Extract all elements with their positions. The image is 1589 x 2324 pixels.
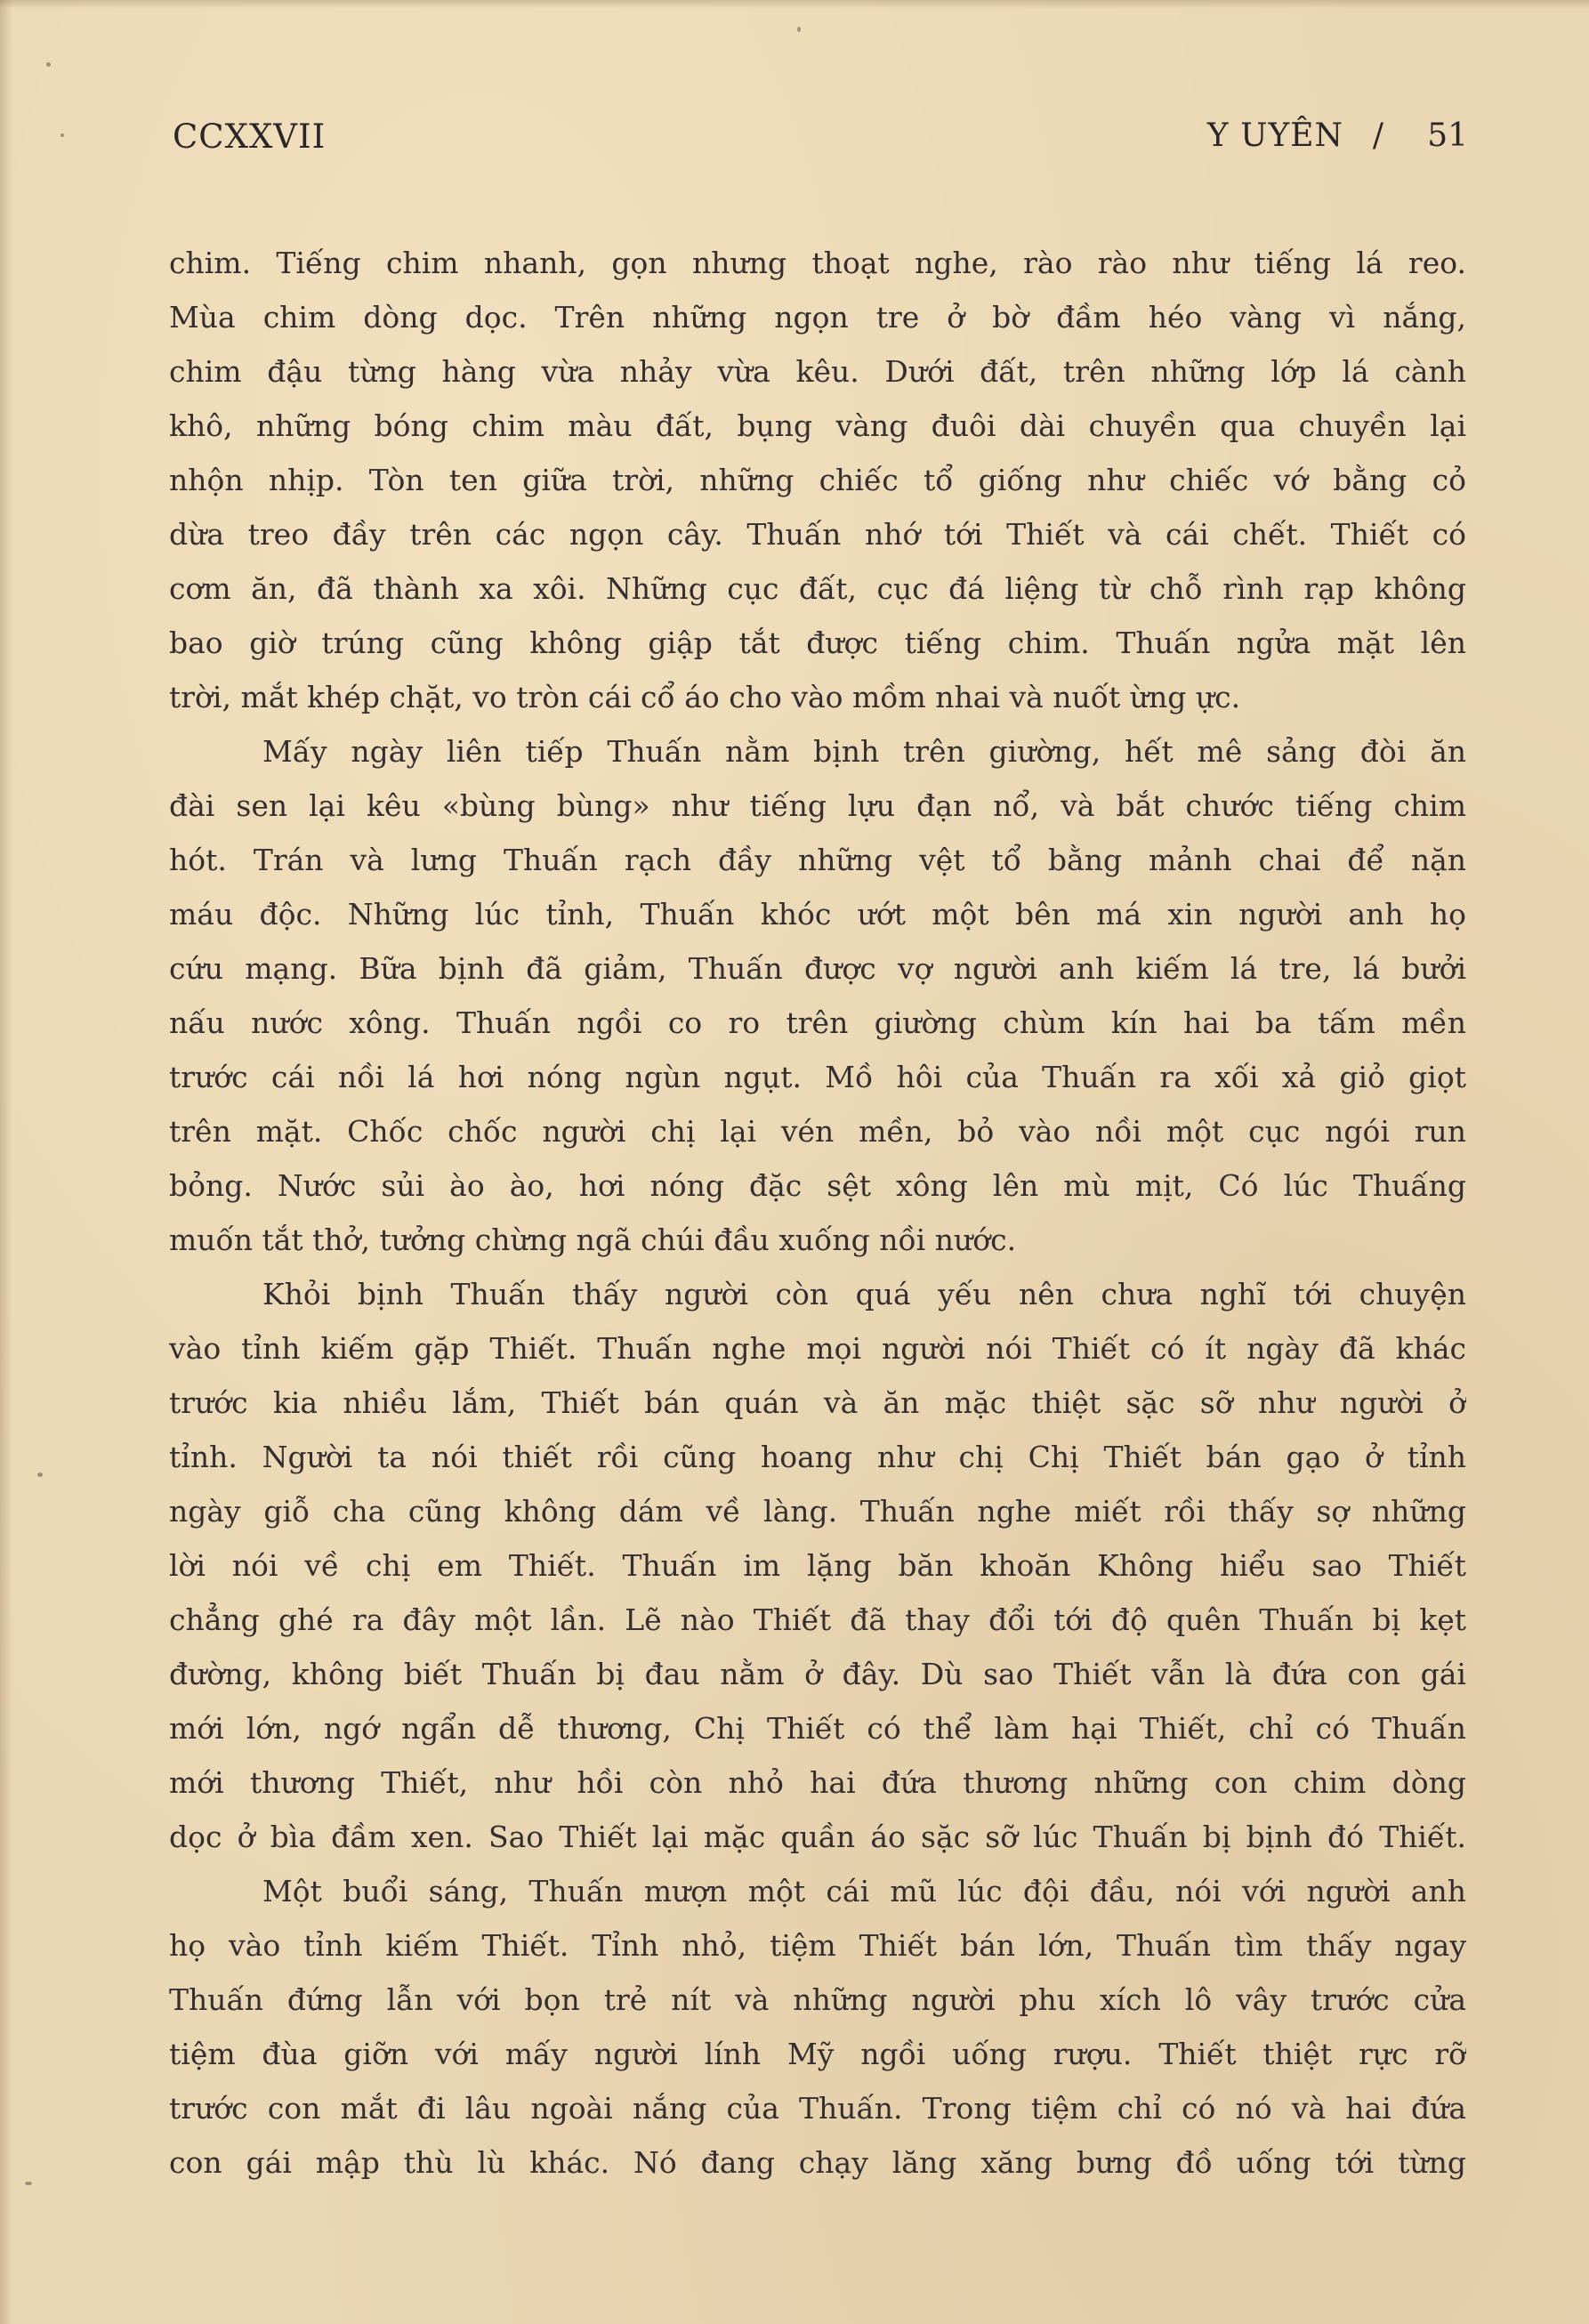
text-line: Mấy ngày liên tiếp Thuấn nằm bịnh trên giường, hết mê sảng đòi ăn [262, 734, 1466, 769]
text-line: hót. Trán và lưng Thuấn rạch đầy những vệt tổ bằng mảnh chai để nặn [169, 843, 1466, 877]
running-head: CCXXVII [173, 117, 327, 156]
text-line: tiệm đùa giỡn với mấy người lính Mỹ ngồi uống rượu. Thiết thiệt rực rỡ [169, 2037, 1466, 2071]
text-line: lời nói về chị em Thiết. Thuấn im lặng băn khoăn Không hiểu sao Thiết [169, 1548, 1466, 1583]
ink-speck [797, 27, 801, 32]
text-line: dừa treo đầy trên các ngọn cây. Thuấn nhớ tới Thiết và cái chết. Thiết có [169, 517, 1466, 552]
ink-speck [37, 1473, 43, 1477]
text-line: họ vào tỉnh kiếm Thiết. Tỉnh nhỏ, tiệm Thiết bán lớn, Thuấn tìm thấy ngay [169, 1928, 1466, 1963]
text-line: tỉnh. Người ta nói thiết rồi cũng hoang như chị Chị Thiết bán gạo ở tỉnh [169, 1440, 1466, 1474]
text-line: Khỏi bịnh Thuấn thấy người còn quá yếu nên chưa nghĩ tới chuyện [262, 1277, 1466, 1311]
text-line: cơm ăn, đã thành xa xôi. Những cục đất, cục đá liệng từ chỗ rình rạp không [169, 571, 1466, 606]
text-line: mới thương Thiết, như hồi còn nhỏ hai đứa thương những con chim dòng [169, 1765, 1466, 1800]
text-line: cứu mạng. Bữa bịnh đã giảm, Thuấn được vợ người anh kiếm lá tre, lá bưởi [169, 951, 1466, 986]
page-edge-shadow [0, 0, 12, 2324]
text-line: trước cái nồi lá hơi nóng ngùn ngụt. Mồ hôi của Thuấn ra xối xả giỏ giọt [169, 1060, 1466, 1094]
text-line: chim. Tiếng chim nhanh, gọn nhưng thoạt nghe, rào rào như tiếng lá reo. [169, 246, 1466, 280]
text-line: trước con mắt đi lâu ngoài nắng của Thuấn. Trong tiệm chỉ có nó và hai đứa [169, 2091, 1466, 2126]
page-top-shadow [0, 0, 1589, 9]
text-line: dọc ở bìa đầm xen. Sao Thiết lại mặc quần áo sặc sỡ lúc Thuấn bị bịnh đó Thiết. [169, 1820, 1466, 1854]
text-line: trước kia nhiều lắm, Thiết bán quán và ăn mặc thiệt sặc sỡ như người ở [169, 1385, 1466, 1420]
text-line: nhộn nhịp. Tòn ten giữa trời, những chiếc tổ giống như chiếc vớ bằng cỏ [169, 463, 1466, 497]
text-line: nấu nước xông. Thuấn ngồi co ro trên giường chùm kín hai ba tấm mền [169, 1005, 1466, 1040]
text-line: đường, không biết Thuấn bị đau nằm ở đây. Dù sao Thiết vẫn là đứa con gái [169, 1657, 1466, 1691]
text-line: mới lớn, ngớ ngẩn dễ thương, Chị Thiết có thể làm hại Thiết, chỉ có Thuấn [169, 1711, 1466, 1746]
text-line: Thuấn đứng lẫn với bọn trẻ nít và những người phu xích lô vây trước cửa [169, 1982, 1466, 2017]
text-line: Một buổi sáng, Thuấn mượn một cái mũ lúc đội đầu, nói với người anh [262, 1874, 1466, 1908]
text-line: bao giờ trúng cũng không giập tắt được tiếng chim. Thuấn ngửa mặt lên [169, 625, 1466, 660]
text-line: chim đậu từng hàng vừa nhảy vừa kêu. Dưới đất, trên những lớp lá cành [169, 354, 1466, 389]
text-line: Mùa chim dòng dọc. Trên những ngọn tre ở bờ đầm héo vàng vì nắng, [169, 300, 1466, 335]
text-line: vào tỉnh kiếm gặp Thiết. Thuấn nghe mọi người nói Thiết có ít ngày đã khác [169, 1331, 1466, 1366]
ink-speck [60, 133, 64, 137]
text-line: bỏng. Nước sủi ào ào, hơi nóng đặc sệt xông lên mù mịt, Có lúc Thuấng [169, 1168, 1466, 1203]
text-line: đài sen lại kêu «bùng bùng» như tiếng lựu đạn nổ, và bắt chước tiếng chim [169, 788, 1466, 823]
text-line: máu độc. Những lúc tỉnh, Thuấn khóc ướt một bên má xin người anh họ [169, 897, 1466, 932]
text-line: trời, mắt khép chặt, vo tròn cái cổ áo cho vào mồm nhai và nuốt ừng ực. [169, 680, 1241, 714]
text-line: chẳng ghé ra đây một lần. Lẽ nào Thiết đã thay đổi tới độ quên Thuấn bị kẹt [169, 1602, 1466, 1637]
text-line: con gái mập thù lù khác. Nó đang chạy lăng xăng bưng đồ uống tới từng [169, 2145, 1466, 2180]
text-line: trên mặt. Chốc chốc người chị lại vén mền, bỏ vào nồi một cục ngói run [169, 1114, 1466, 1149]
text-line: muốn tắt thở, tưởng chừng ngã chúi đầu xuống nồi nước. [169, 1223, 1017, 1257]
ink-speck [46, 62, 51, 67]
ink-speck [25, 2182, 32, 2185]
header-separator: / [1372, 117, 1383, 154]
text-line: ngày giỗ cha cũng không dám về làng. Thuấn nghe miết rồi thấy sợ những [169, 1494, 1466, 1529]
body-text [169, 236, 1466, 2190]
page-number: 51 [1427, 117, 1468, 154]
text-line: khô, những bóng chim màu đất, bụng vàng đuôi dài chuyền qua chuyền lại [169, 408, 1466, 443]
book-title: Y UYÊN [1206, 117, 1343, 154]
page-header [173, 117, 1468, 162]
